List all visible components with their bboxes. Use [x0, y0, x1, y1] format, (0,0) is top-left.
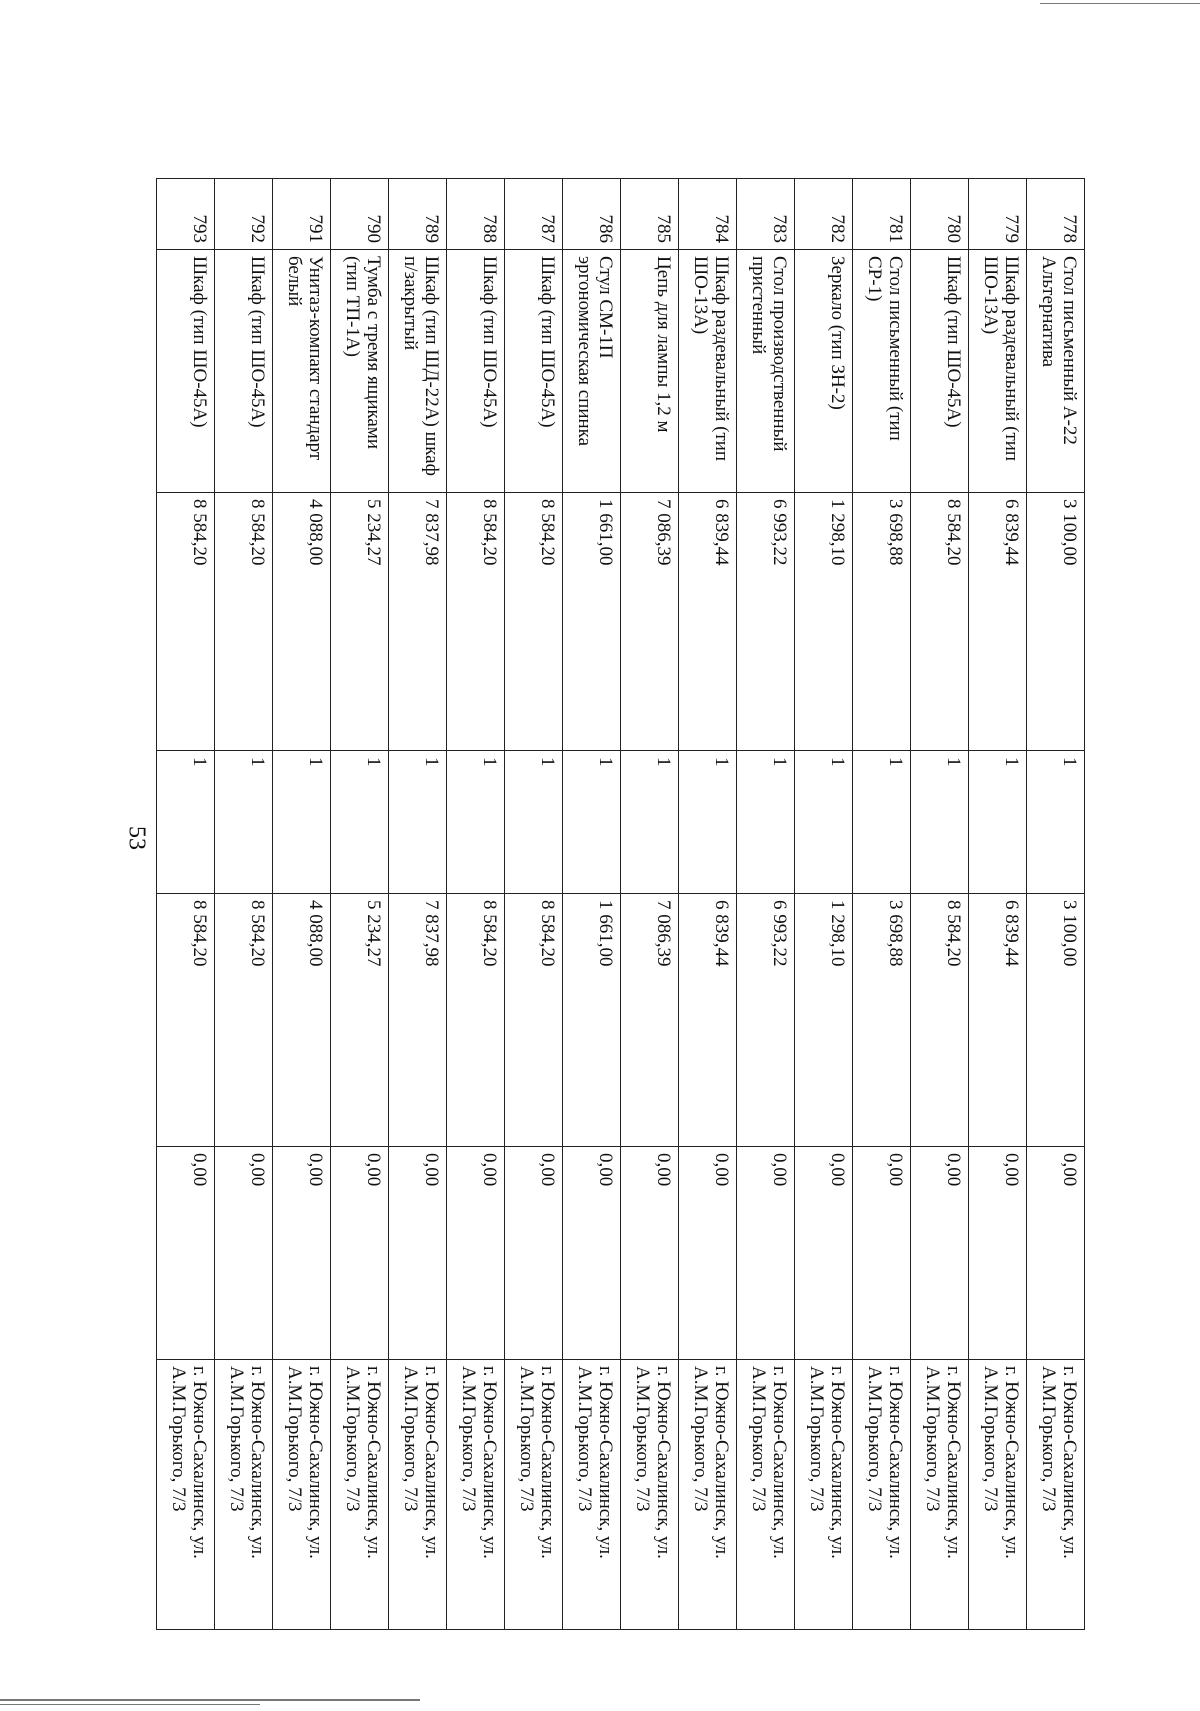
residual-value-cell: 0,00 [853, 1147, 911, 1360]
total-cost-cell: 8 584,20 [447, 894, 505, 1147]
item-name-cell: Зеркало (тип ЗН-2) [795, 250, 853, 493]
residual-value-cell: 0,00 [795, 1147, 853, 1360]
quantity-cell: 1 [911, 751, 969, 894]
unit-cost-cell: 8 584,20 [447, 493, 505, 751]
quantity-cell: 1 [447, 751, 505, 894]
location-address-cell: г. Южно-Сахалинск, ул. А.М.Горького, 7/3 [795, 1360, 853, 1630]
location-address-cell: г. Южно-Сахалинск, ул. А.М.Горького, 7/3 [621, 1360, 679, 1630]
location-address-cell: г. Южно-Сахалинск, ул. А.М.Горького, 7/3 [911, 1360, 969, 1630]
table-row [737, 179, 795, 1630]
item-name-cell: Стул СМ-1П эргономическая спинка [563, 250, 621, 493]
total-cost-cell: 6 839,44 [679, 894, 737, 1147]
location-address-cell: г. Южно-Сахалинск, ул. А.М.Горького, 7/3 [215, 1360, 273, 1630]
location-address-cell: г. Южно-Сахалинск, ул. А.М.Горького, 7/3 [679, 1360, 737, 1630]
row-number-cell: 785 [621, 179, 679, 250]
location-address-cell: г. Южно-Сахалинск, ул. А.М.Горького, 7/3 [331, 1360, 389, 1630]
total-cost-cell: 8 584,20 [505, 894, 563, 1147]
inventory-table-rotated [167, 178, 1085, 1559]
unit-cost-cell: 6 839,44 [679, 493, 737, 751]
residual-value-cell: 0,00 [563, 1147, 621, 1360]
unit-cost-cell: 6 993,22 [737, 493, 795, 751]
residual-value-cell: 0,00 [331, 1147, 389, 1360]
residual-value-cell: 0,00 [215, 1147, 273, 1360]
location-address-cell: г. Южно-Сахалинск, ул. А.М.Горького, 7/3 [447, 1360, 505, 1630]
quantity-cell: 1 [679, 751, 737, 894]
location-address-cell: г. Южно-Сахалинск, ул. А.М.Горького, 7/3 [1027, 1360, 1085, 1630]
quantity-cell: 1 [969, 751, 1027, 894]
total-cost-cell: 8 584,20 [215, 894, 273, 1147]
item-name-cell: Цепь для лампы 1,2 м [621, 250, 679, 493]
table-row [853, 179, 911, 1630]
residual-value-cell: 0,00 [621, 1147, 679, 1360]
row-number-cell: 783 [737, 179, 795, 250]
item-name-cell: Шкаф (тип ШО-45А) [505, 250, 563, 493]
quantity-cell: 1 [563, 751, 621, 894]
location-address-cell: г. Южно-Сахалинск, ул. А.М.Горького, 7/3 [273, 1360, 331, 1630]
total-cost-cell: 1 661,00 [563, 894, 621, 1147]
item-name-cell: Стол письменный А-22 Альтернатива [1027, 250, 1085, 493]
scan-artifact-line [1040, 3, 1200, 4]
table-row [621, 179, 679, 1630]
unit-cost-cell: 8 584,20 [215, 493, 273, 751]
table-row [795, 179, 853, 1630]
quantity-cell: 1 [621, 751, 679, 894]
location-address-cell: г. Южно-Сахалинск, ул. А.М.Горького, 7/3 [505, 1360, 563, 1630]
total-cost-cell: 6 839,44 [969, 894, 1027, 1147]
residual-value-cell: 0,00 [737, 1147, 795, 1360]
residual-value-cell: 0,00 [679, 1147, 737, 1360]
quantity-cell: 1 [273, 751, 331, 894]
table-row [447, 179, 505, 1630]
row-number-cell: 782 [795, 179, 853, 250]
table-row [1027, 179, 1085, 1630]
unit-cost-cell: 7 086,39 [621, 493, 679, 751]
location-address-cell: г. Южно-Сахалинск, ул. А.М.Горького, 7/3 [563, 1360, 621, 1630]
location-address-cell: г. Южно-Сахалинск, ул. А.М.Горького, 7/3 [853, 1360, 911, 1630]
scan-artifact-line [0, 1699, 420, 1701]
inventory-table-body [157, 179, 1085, 1630]
scan-artifact-line [0, 1704, 260, 1705]
total-cost-cell: 7 837,98 [389, 894, 447, 1147]
table-row [273, 179, 331, 1630]
location-address-cell: г. Южно-Сахалинск, ул. А.М.Горького, 7/3 [389, 1360, 447, 1630]
row-number-cell: 780 [911, 179, 969, 250]
total-cost-cell: 3 100,00 [1027, 894, 1085, 1147]
total-cost-cell: 3 698,88 [853, 894, 911, 1147]
row-number-cell: 792 [215, 179, 273, 250]
unit-cost-cell: 8 584,20 [911, 493, 969, 751]
item-name-cell: Шкаф (тип ШД-22А) шкаф п/закрытый [389, 250, 447, 493]
unit-cost-cell: 4 088,00 [273, 493, 331, 751]
table-row [331, 179, 389, 1630]
row-number-cell: 786 [563, 179, 621, 250]
item-name-cell: Шкаф (тип ШО-45А) [215, 250, 273, 493]
table-row [215, 179, 273, 1630]
unit-cost-cell: 8 584,20 [157, 493, 215, 751]
location-address-cell: г. Южно-Сахалинск, ул. А.М.Горького, 7/3 [157, 1360, 215, 1630]
row-number-cell: 789 [389, 179, 447, 250]
residual-value-cell: 0,00 [157, 1147, 215, 1360]
quantity-cell: 1 [389, 751, 447, 894]
item-name-cell: Шкаф (тип ШО-45А) [157, 250, 215, 493]
residual-value-cell: 0,00 [1027, 1147, 1085, 1360]
item-name-cell: Стол письменный (тип СР-1) [853, 250, 911, 493]
quantity-cell: 1 [331, 751, 389, 894]
row-number-cell: 784 [679, 179, 737, 250]
table-row [911, 179, 969, 1630]
quantity-cell: 1 [795, 751, 853, 894]
row-number-cell: 790 [331, 179, 389, 250]
location-address-cell: г. Южно-Сахалинск, ул. А.М.Горького, 7/3 [969, 1360, 1027, 1630]
item-name-cell: Унитаз-компакт стандарт белый [273, 250, 331, 493]
item-name-cell: Шкаф (тип ШО-45А) [911, 250, 969, 493]
row-number-cell: 779 [969, 179, 1027, 250]
table-row [157, 179, 215, 1630]
residual-value-cell: 0,00 [911, 1147, 969, 1360]
unit-cost-cell: 5 234,27 [331, 493, 389, 751]
quantity-cell: 1 [505, 751, 563, 894]
row-number-cell: 791 [273, 179, 331, 250]
unit-cost-cell: 3 100,00 [1027, 493, 1085, 751]
unit-cost-cell: 1 298,10 [795, 493, 853, 751]
row-number-cell: 793 [157, 179, 215, 250]
row-number-cell: 787 [505, 179, 563, 250]
total-cost-cell: 1 298,10 [795, 894, 853, 1147]
table-row [505, 179, 563, 1630]
unit-cost-cell: 3 698,88 [853, 493, 911, 751]
unit-cost-cell: 7 837,98 [389, 493, 447, 751]
total-cost-cell: 8 584,20 [911, 894, 969, 1147]
quantity-cell: 1 [737, 751, 795, 894]
row-number-cell: 778 [1027, 179, 1085, 250]
residual-value-cell: 0,00 [389, 1147, 447, 1360]
table-row [389, 179, 447, 1630]
item-name-cell: Шкаф раздевальный (тип ШО-13А) [679, 250, 737, 493]
quantity-cell: 1 [1027, 751, 1085, 894]
residual-value-cell: 0,00 [505, 1147, 563, 1360]
unit-cost-cell: 1 661,00 [563, 493, 621, 751]
row-number-cell: 788 [447, 179, 505, 250]
residual-value-cell: 0,00 [447, 1147, 505, 1360]
item-name-cell: Шкаф (тип ШО-45А) [447, 250, 505, 493]
item-name-cell: Тумба с тремя ящиками (тип ТП-1А) [331, 250, 389, 493]
total-cost-cell: 5 234,27 [331, 894, 389, 1147]
page-number: 53 [123, 826, 150, 850]
total-cost-cell: 6 993,22 [737, 894, 795, 1147]
total-cost-cell: 4 088,00 [273, 894, 331, 1147]
residual-value-cell: 0,00 [273, 1147, 331, 1360]
location-address-cell: г. Южно-Сахалинск, ул. А.М.Горького, 7/3 [737, 1360, 795, 1630]
quantity-cell: 1 [157, 751, 215, 894]
table-row [563, 179, 621, 1630]
unit-cost-cell: 8 584,20 [505, 493, 563, 751]
table-row [969, 179, 1027, 1630]
item-name-cell: Стол производственный пристенный [737, 250, 795, 493]
unit-cost-cell: 6 839,44 [969, 493, 1027, 751]
quantity-cell: 1 [215, 751, 273, 894]
row-number-cell: 781 [853, 179, 911, 250]
item-name-cell: Шкаф раздевальный (тип ШО-13А) [969, 250, 1027, 493]
quantity-cell: 1 [853, 751, 911, 894]
total-cost-cell: 8 584,20 [157, 894, 215, 1147]
total-cost-cell: 7 086,39 [621, 894, 679, 1147]
table-row [679, 179, 737, 1630]
residual-value-cell: 0,00 [969, 1147, 1027, 1360]
inventory-table [156, 178, 1085, 1630]
